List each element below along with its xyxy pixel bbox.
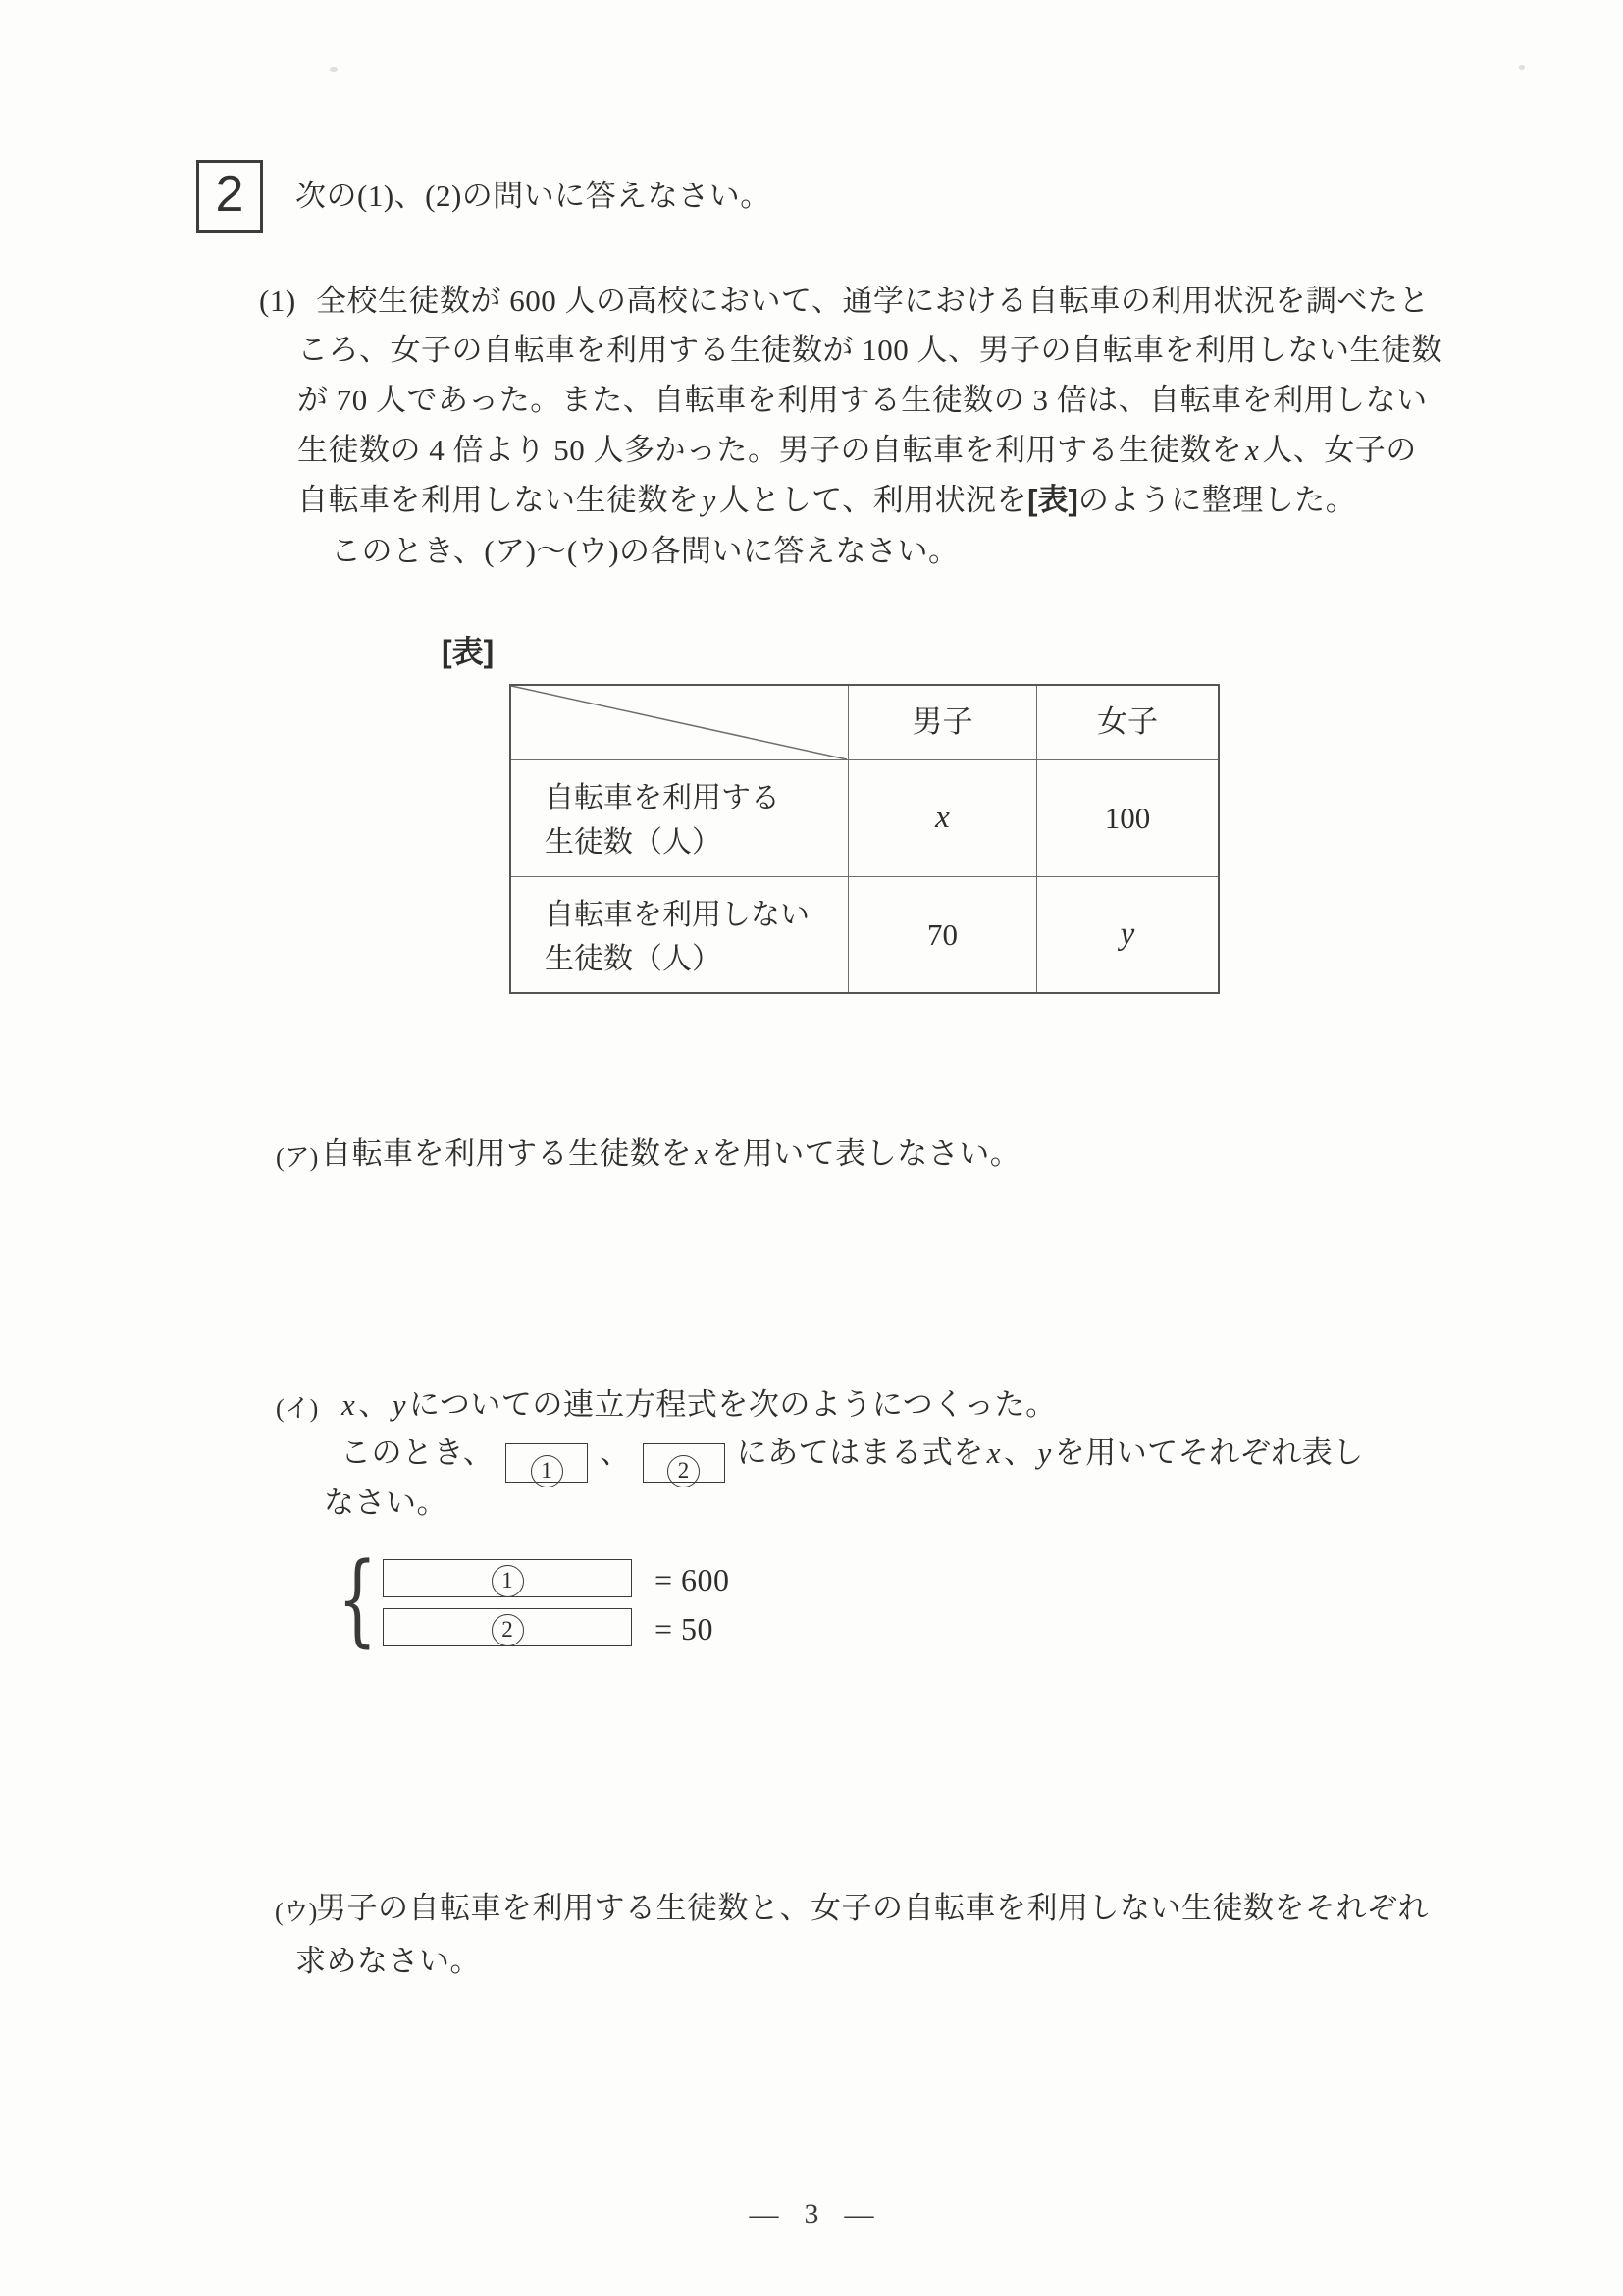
problem-number: 2 (215, 166, 244, 223)
problem-instruction: 次の(1)、(2)の問いに答えなさい。 (295, 179, 771, 213)
equation-brace: { (338, 1541, 378, 1658)
equation-box-1 (383, 1559, 632, 1597)
cell-girl-use: 100 (1037, 760, 1218, 877)
footer-dash-right: — (844, 2198, 874, 2230)
row1-label-line2: 生徒数（人） (545, 826, 721, 859)
math-var-y: y (1037, 1435, 1052, 1470)
question-a-text1: 自転車を利用する生徒数を (321, 1136, 692, 1171)
question-b-line2 (340, 1435, 1364, 1483)
footer-dash-left: — (749, 2198, 779, 2230)
diagonal-line (511, 686, 849, 760)
cell-boy-nouse: 70 (849, 877, 1037, 992)
para-line-5-text2: 人として、利用状況を (718, 483, 1028, 517)
row2-label-line1: 自転車を利用しない (545, 899, 810, 931)
part1-label: (1) (259, 284, 296, 318)
row1-label-line1: 自転車を利用する (545, 782, 780, 814)
para-line-2: ころ、女子の自転車を利用する生徒数が 100 人、男子の自転車を利用しない生徒数 (297, 333, 1442, 367)
equation-box-2 (383, 1608, 632, 1646)
table-header-boy: 男子 (849, 686, 1037, 760)
table-reference-tag: [表] (1027, 483, 1078, 517)
question-a-label: (ア) (276, 1143, 319, 1172)
math-var-x: x (695, 1136, 709, 1171)
math-var-x: x (341, 1387, 356, 1422)
scan-speck (1519, 65, 1525, 70)
para-line-4-text2: 人、女子の (1262, 433, 1417, 467)
equation-rhs-1: = 600 (654, 1562, 730, 1597)
circled-number-1: 1 (531, 1455, 563, 1487)
question-b-line2-text1: このとき、 (340, 1435, 495, 1470)
para-line-3: が 70 人であった。また、自転車を利用する生徒数の 3 倍は、自転車を利用しない (297, 383, 1428, 417)
para-line-6: このとき、(ア)～(ウ)の各問いに答えなさい。 (331, 534, 960, 568)
equation-rhs-2: = 50 (654, 1611, 714, 1646)
problem-number-box (196, 160, 263, 233)
usage-table (509, 684, 1220, 994)
math-var-y: y (702, 483, 716, 517)
circled-number-2: 2 (667, 1455, 700, 1487)
math-var-x: x (1245, 433, 1260, 467)
math-var-x: x (986, 1435, 1002, 1470)
question-c-line2: 求めなさい。 (295, 1944, 481, 1978)
question-b-line1-sep: 、 (358, 1387, 390, 1422)
para-line-5 (297, 482, 1356, 520)
row2-label-line2: 生徒数（人） (545, 943, 721, 975)
para-line-1: 全校生徒数が 600 人の高校において、通学における自転車の利用状況を調べたと (316, 284, 1430, 318)
question-b-label: (イ) (276, 1394, 319, 1423)
blank-box-1 (505, 1443, 588, 1483)
question-b-line1-text: についての連立方程式を次のようにつくった。 (409, 1387, 1057, 1422)
cell-boy-use: x (849, 760, 1037, 877)
math-var-y: y (392, 1387, 407, 1422)
para-line-5-text3: のように整理した。 (1077, 483, 1357, 517)
question-c-line1: 男子の自転車を利用する生徒数と、女子の自転車を利用しない生徒数をそれぞれ (316, 1891, 1429, 1925)
question-b-line1 (339, 1386, 1057, 1425)
para-line-5-text: 自転車を利用しない生徒数を (297, 483, 700, 517)
cell-girl-nouse: y (1120, 916, 1135, 952)
question-b-line2-text3: を用いてそれぞれ表し (1054, 1435, 1364, 1470)
page-number: 3 (804, 2198, 819, 2230)
table-row2-label (511, 877, 849, 992)
question-a-text (321, 1135, 1021, 1174)
blank-box-2 (643, 1443, 725, 1483)
circled-number-2: 2 (492, 1614, 524, 1646)
para-line-4-text: 生徒数の 4 倍より 50 人多かった。男子の自転車を利用する生徒数を (297, 433, 1242, 467)
circled-number-1: 1 (492, 1565, 524, 1597)
question-b-line3: なさい。 (324, 1486, 447, 1520)
question-c-label: (ウ) (275, 1898, 318, 1926)
table-header-girl: 女子 (1037, 686, 1218, 760)
question-b-line2-text2: にあてはまる式を (736, 1435, 984, 1470)
para-line-4 (297, 432, 1417, 470)
question-b-line2-sep2: 、 (1004, 1435, 1035, 1470)
question-b-line2-sep: 、 (600, 1435, 631, 1470)
table-row1-label (511, 760, 849, 877)
question-a-text2: を用いて表しなさい。 (711, 1136, 1021, 1171)
page-footer (0, 2198, 1623, 2231)
scan-speck (330, 67, 338, 72)
table-caption: [表] (442, 634, 495, 669)
table-corner-cell (511, 686, 849, 760)
